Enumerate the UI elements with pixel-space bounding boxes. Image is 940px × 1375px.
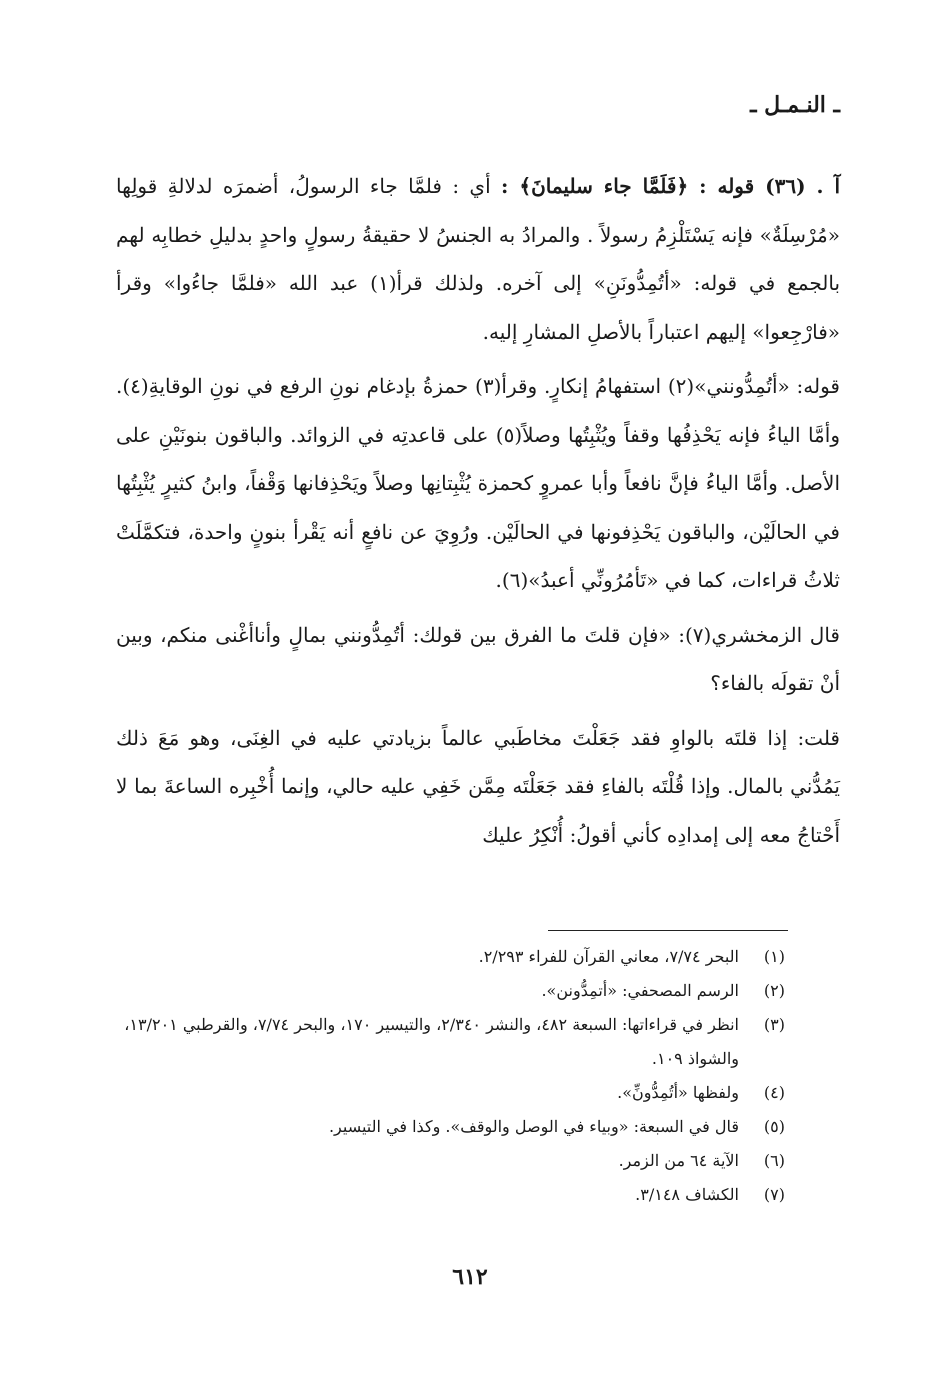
footnotes-list bbox=[95, 940, 785, 1212]
footnote-number: (٧) bbox=[763, 1185, 785, 1204]
footnote-number: (٣) bbox=[763, 1015, 785, 1034]
footnote-item bbox=[95, 1008, 785, 1076]
paragraph-lead: آ . (٣٦) قوله : ﴿فَلَمَّا جاء سليمانَ﴾ : bbox=[501, 174, 840, 198]
running-header: ـ النـمـل ـ bbox=[750, 92, 840, 118]
main-text bbox=[116, 162, 840, 859]
paragraph-text: أي : فلمَّا جاء الرسولُ، أضمرَه لدلالةِ قولِها «مُرْسِلَةٌ» فإنه يَسْتَلْزِمُ رسولاً . والمرادُ به الجنسُ لا حقيقةُ رسولٍ واحدٍ بدليلِ خطابِه لهم بالجمع في قوله: «أتُمِدُّونَنِ» إلى آخره. ولذلك قرأ(١) عبد الله «فلمَّا جاءُوا» وقرأ «فارْجِعوا» إليهم اعتباراً بالأصلِ المشارِ إليه. bbox=[116, 174, 841, 344]
paragraph-text: قال الزمخشري(٧): «فإن قلتَ ما الفرق بين قولك: أتُمِدُّونني بمالٍ وأناأغْنى منكم، وبين أنْ تقولَه بالفاء؟ bbox=[116, 622, 840, 695]
footnote-item bbox=[95, 1076, 785, 1110]
footnote-text: الرسم المصحفي: «أتمِدُّونن». bbox=[541, 981, 739, 1000]
paragraph-3 bbox=[116, 611, 840, 708]
footnote-text: انظر في قراءاتها: السبعة ٤٨٢، والنشر ٢/٣٤٠، والتيسير ١٧٠، والبحر ٧/٧٤، والقرطبي ١٣/٢٠١، والشواذ ١٠٩. bbox=[124, 1015, 739, 1068]
footnote-item bbox=[95, 1144, 785, 1178]
page-number: ٦١٢ bbox=[452, 1264, 488, 1290]
footnote-number: (٥) bbox=[763, 1117, 785, 1136]
footnote-number: (٦) bbox=[763, 1151, 785, 1170]
footnote-text: الكشاف ٣/١٤٨. bbox=[635, 1185, 739, 1204]
footnote-item bbox=[95, 1110, 785, 1144]
footnote-item bbox=[95, 974, 785, 1008]
footnote-item bbox=[95, 1178, 785, 1212]
footnote-text: قال في السبعة: «وبياء في الوصل والوقف». وكذا في التيسير. bbox=[328, 1117, 739, 1136]
footnote-text: الآية ٦٤ من الزمر. bbox=[618, 1151, 739, 1170]
paragraph-text: قوله: «أتُمِدُّونني»(٢) استفهامُ إنكارٍ. وقرأ(٣) حمزةُ بإدغام نونِ الرفع في نونِ الوقايةِ(٤). وأمَّا الياءُ فإنه يَحْذِفُها وقفاً ويُثْبِتُها وصلاً(٥) على قاعدتِه في الزوائد. والباقون بنونَيْنِ على الأصل. وأمَّا الياءُ فإنَّ نافعاً وأبا عمروٍ كحمزة يُثْبِتانِها وصلاً ويَحْذِفانها وَقْفاً، وابنُ كثيرٍ يُثْبِتُها في الحالَيْن، والباقون يَحْذِفونها في الحالَيْن. ورُوِيَ عن نافعٍ أنه يَقْرأ بنونٍ واحدة، فتكمَّلَتْ ثلاثُ قراءات، كما في «تَأمُرُونِّي أعبدُ»(٦). bbox=[116, 374, 840, 592]
footnote-text: البحر ٧/٧٤، معاني القرآن للفراء ٢/٢٩٣. bbox=[478, 947, 739, 966]
paragraph-4 bbox=[116, 714, 840, 860]
footnote-number: (٢) bbox=[763, 981, 785, 1000]
paragraph-1 bbox=[116, 162, 840, 356]
footnote-text: ولفظها «أتُمِدُّونِّ». bbox=[617, 1083, 739, 1102]
footnote-item bbox=[95, 940, 785, 974]
footnote-number: (٤) bbox=[763, 1083, 785, 1102]
paragraph-2 bbox=[116, 362, 840, 605]
paragraph-text: قلت: إذا قلتَه بالواوِ فقد جَعَلْتَ مخاطَبي عالماً بزيادتي عليه في الغِنَى، وهو مَعَ ذلك يَمُدُّني بالمال. وإذا قُلْتَه بالفاءِ فقد جَعَلْتَه مِمَّن خَفِي عليه حالي، وإنما أُخْبِره الساعةَ بما لا أَحْتاجُ معه إلى إمدادِه كأني أقولُ: أُنْكِرُ عليك bbox=[116, 725, 840, 847]
footnote-divider bbox=[548, 930, 788, 931]
footnote-number: (١) bbox=[763, 947, 785, 966]
